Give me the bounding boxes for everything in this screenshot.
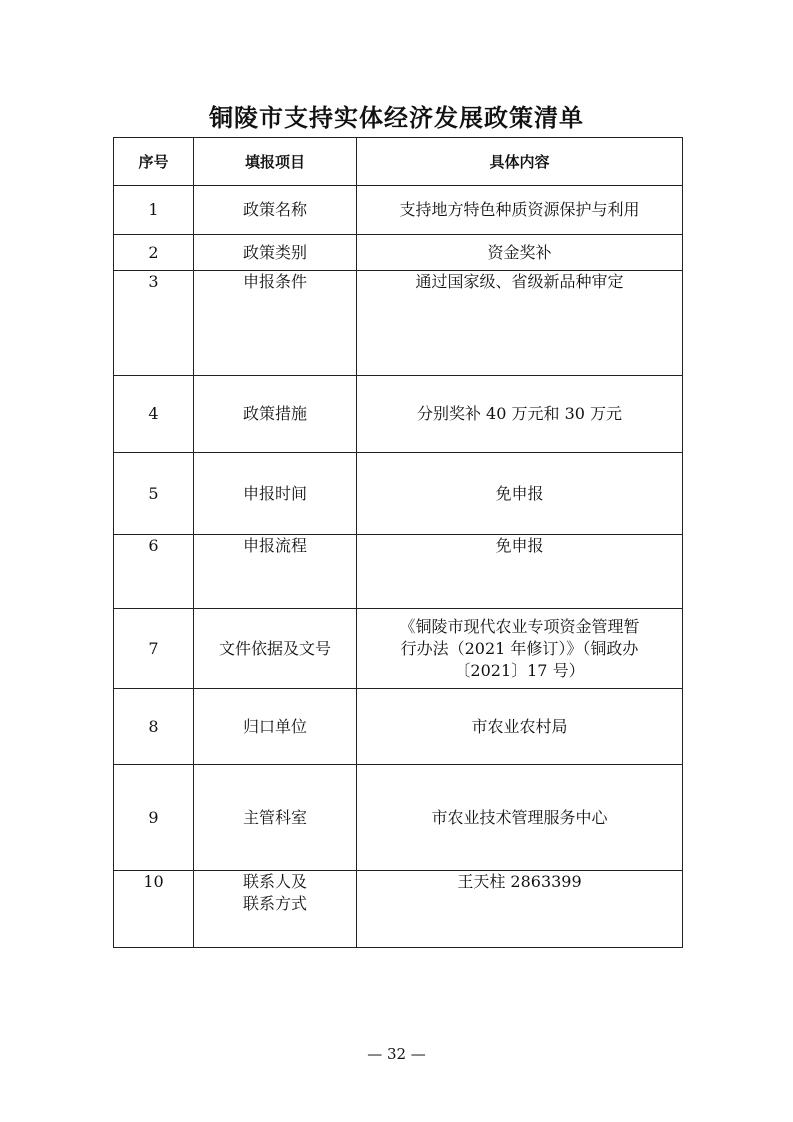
- table-row: [114, 235, 683, 271]
- row-number: 3: [114, 271, 194, 376]
- row-content: 王天柱 2863399: [357, 871, 683, 948]
- row-number: 4: [114, 376, 194, 453]
- row-item: 政策措施: [194, 376, 357, 453]
- table-row: [114, 271, 683, 376]
- page-number: — 32 —: [367, 1045, 426, 1063]
- item-line: 联系人及: [242, 872, 307, 891]
- row-content: 免申报: [357, 535, 683, 609]
- header-item: 填报项目: [194, 138, 357, 186]
- row-item: 政策名称: [194, 186, 357, 235]
- table-header-row: [114, 138, 683, 186]
- table-row: [114, 871, 683, 948]
- row-item: 主管科室: [194, 765, 357, 871]
- table-row: [114, 376, 683, 453]
- row-content: 支持地方特色种质资源保护与利用: [357, 186, 683, 235]
- row-number: 6: [114, 535, 194, 609]
- row-item: [194, 871, 357, 948]
- row-content: 免申报: [357, 453, 683, 535]
- row-number: 8: [114, 689, 194, 765]
- table-row: [114, 689, 683, 765]
- table-row: [114, 453, 683, 535]
- row-item: 申报条件: [194, 271, 357, 376]
- row-item: 归口单位: [194, 689, 357, 765]
- row-item: 政策类别: [194, 235, 357, 271]
- row-number: 2: [114, 235, 194, 271]
- row-content: 分别奖补 40 万元和 30 万元: [357, 376, 683, 453]
- document-title: 铜陵市支持实体经济发展政策清单: [209, 103, 584, 132]
- table-row: [114, 609, 683, 689]
- row-content: [357, 609, 683, 689]
- header-content: 具体内容: [357, 138, 683, 186]
- item-line: 联系方式: [242, 894, 307, 913]
- table-row: [114, 186, 683, 235]
- row-content: 通过国家级、省级新品种审定: [357, 271, 683, 376]
- content-line: 《铜陵市现代农业专项资金管理暂: [399, 616, 640, 636]
- row-item: 申报时间: [194, 453, 357, 535]
- table-row: [114, 765, 683, 871]
- policy-table: [113, 137, 683, 948]
- row-content: 市农业技术管理服务中心: [357, 765, 683, 871]
- row-item: 文件依据及文号: [194, 609, 357, 689]
- row-item: 申报流程: [194, 535, 357, 609]
- row-number: 5: [114, 453, 194, 535]
- header-number: 序号: [114, 138, 194, 186]
- content-line: 〔2021〕17 号）: [454, 660, 585, 680]
- row-number: 7: [114, 609, 194, 689]
- row-content: 市农业农村局: [357, 689, 683, 765]
- row-content: 资金奖补: [357, 235, 683, 271]
- table-row: [114, 535, 683, 609]
- row-number: 10: [114, 871, 194, 948]
- row-number: 1: [114, 186, 194, 235]
- row-number: 9: [114, 765, 194, 871]
- content-line: 行办法（2021 年修订）》（铜政办: [400, 638, 639, 658]
